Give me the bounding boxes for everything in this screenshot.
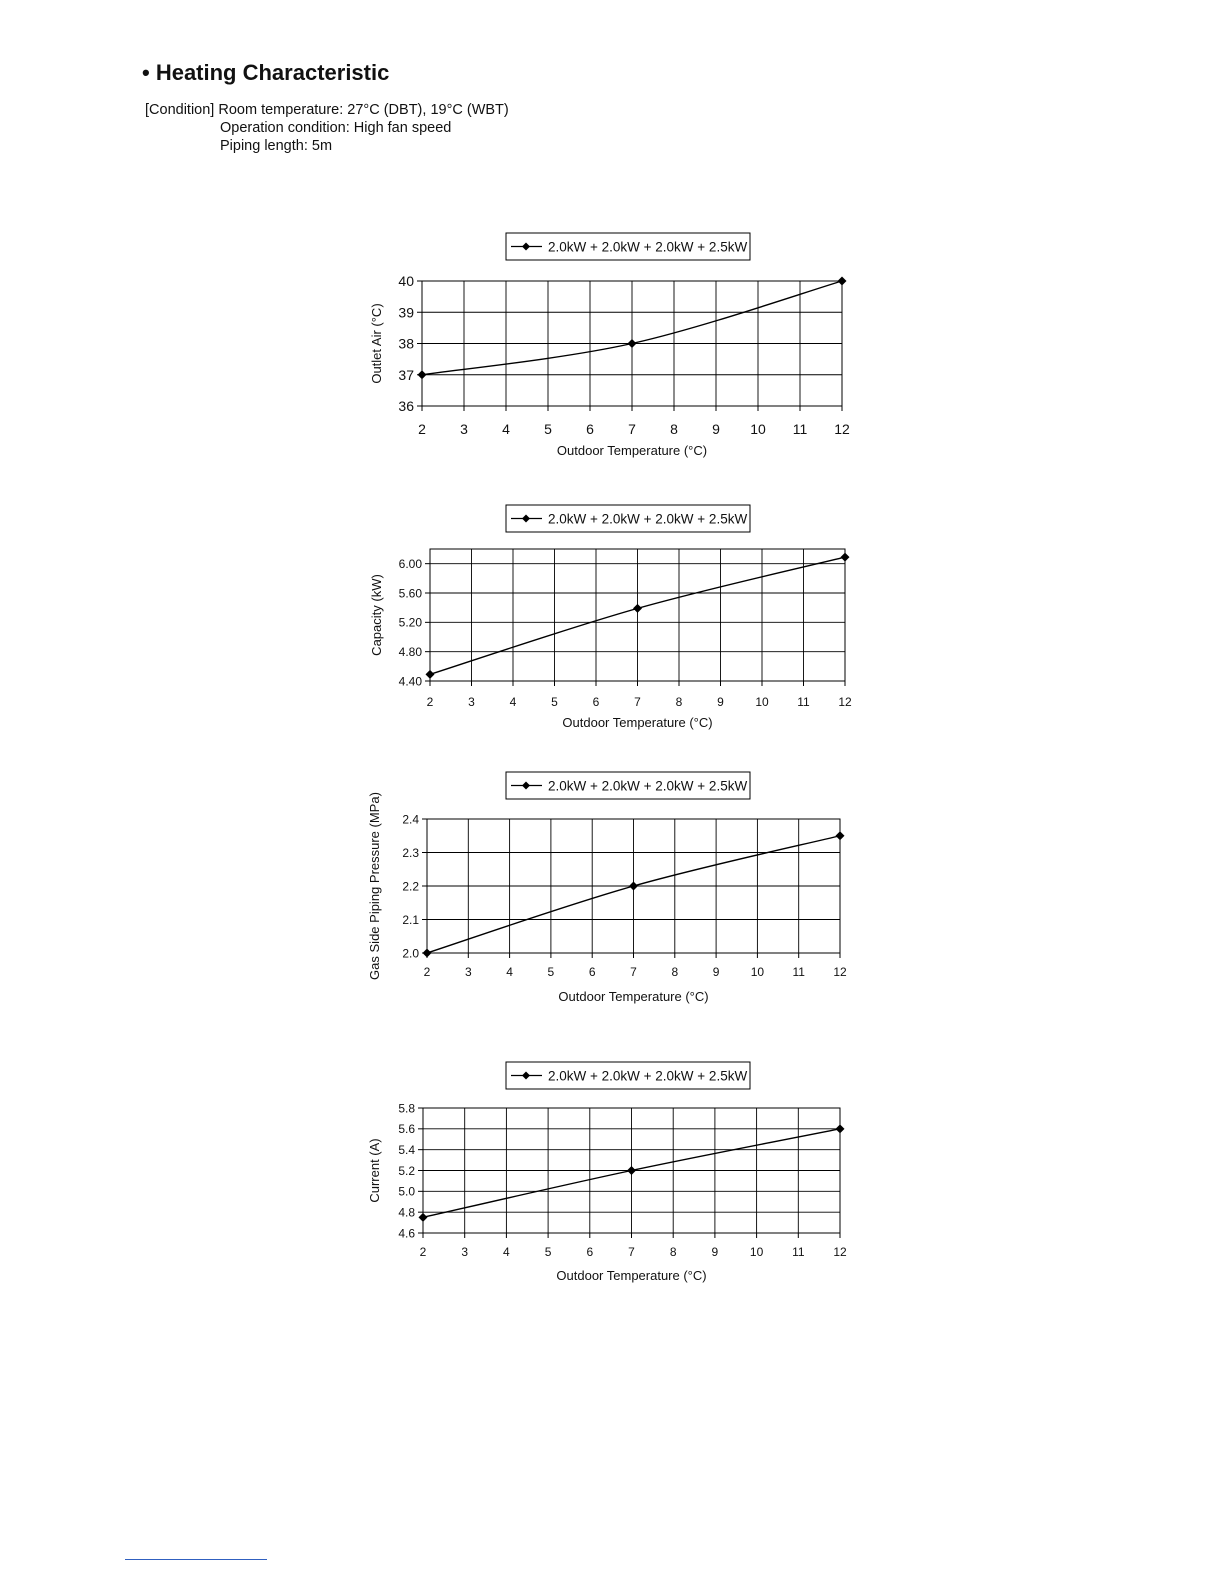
y-tick-label: 4.80 xyxy=(398,644,422,659)
data-point xyxy=(836,831,845,840)
x-tick-label: 2 xyxy=(418,421,426,437)
y-tick-label: 5.60 xyxy=(398,586,422,601)
x-tick-label: 9 xyxy=(712,965,720,979)
condition-operation: Operation condition: High fan speed xyxy=(220,120,452,136)
x-tick-label: 7 xyxy=(630,965,637,979)
condition-room-temperature: Room temperature: 27°C (DBT), 19°C (WBT) xyxy=(218,102,509,118)
y-axis-label: Capacity (kW) xyxy=(369,574,384,656)
data-point xyxy=(426,670,435,679)
data-point xyxy=(419,1213,428,1222)
x-tick-label: 7 xyxy=(628,1245,635,1259)
x-tick-label: 6 xyxy=(588,965,596,979)
x-tick-label: 6 xyxy=(592,695,600,709)
x-axis-label: Outdoor Temperature (°C) xyxy=(556,1268,707,1283)
x-tick-label: 3 xyxy=(461,1245,469,1259)
data-point xyxy=(629,882,638,891)
legend-label: 2.0kW + 2.0kW + 2.0kW + 2.5kW xyxy=(548,511,748,527)
legend-label: 2.0kW + 2.0kW + 2.0kW + 2.5kW xyxy=(548,239,748,255)
x-tick-label: 2 xyxy=(423,965,431,979)
x-tick-label: 12 xyxy=(838,695,852,709)
x-tick-label: 6 xyxy=(586,1245,594,1259)
x-tick-label: 5 xyxy=(551,695,558,709)
y-tick-label: 36 xyxy=(398,398,414,415)
data-point xyxy=(838,277,847,286)
x-tick-label: 8 xyxy=(675,695,683,709)
y-axis-label: Gas Side Piping Pressure (MPa) xyxy=(367,792,382,980)
y-tick-label: 4.8 xyxy=(398,1205,415,1220)
condition-room-temperature-row xyxy=(145,101,509,119)
legend xyxy=(506,505,750,532)
x-tick-label: 10 xyxy=(749,1245,764,1259)
current-chart xyxy=(0,1054,1224,1314)
data-point xyxy=(836,1124,845,1133)
y-tick-label: 38 xyxy=(398,335,414,352)
x-tick-label: 9 xyxy=(712,421,720,437)
x-tick-label: 6 xyxy=(586,421,594,437)
y-axis-label: Outlet Air (°C) xyxy=(369,303,384,384)
x-tick-label: 5 xyxy=(544,1245,552,1259)
x-tick-label: 8 xyxy=(671,965,679,979)
x-tick-label: 12 xyxy=(833,1245,847,1259)
x-tick-label: 12 xyxy=(833,965,847,979)
y-tick-label: 2.4 xyxy=(402,812,419,827)
x-tick-label: 10 xyxy=(750,965,765,979)
x-tick-label: 11 xyxy=(797,695,810,709)
x-axis-label: Outdoor Temperature (°C) xyxy=(562,715,713,730)
x-tick-label: 11 xyxy=(792,965,805,979)
y-tick-label: 5.8 xyxy=(398,1101,415,1116)
legend xyxy=(506,772,750,799)
legend-label: 2.0kW + 2.0kW + 2.0kW + 2.5kW xyxy=(548,1068,748,1084)
legend-label: 2.0kW + 2.0kW + 2.0kW + 2.5kW xyxy=(548,778,748,794)
x-tick-label: 12 xyxy=(834,421,850,437)
y-tick-label: 2.0 xyxy=(402,946,419,961)
x-axis-label: Outdoor Temperature (°C) xyxy=(556,443,708,458)
x-tick-label: 9 xyxy=(711,1245,719,1259)
capacity-chart xyxy=(0,497,1224,757)
y-tick-label: 39 xyxy=(398,304,414,321)
x-tick-label: 7 xyxy=(628,421,636,437)
y-tick-label: 4.40 xyxy=(398,674,422,689)
x-tick-label: 8 xyxy=(669,1245,677,1259)
y-tick-label: 37 xyxy=(398,366,414,383)
data-point xyxy=(627,1166,636,1175)
x-tick-label: 7 xyxy=(634,695,641,709)
data-point xyxy=(633,604,642,613)
x-tick-label: 3 xyxy=(464,965,472,979)
y-tick-label: 2.3 xyxy=(402,845,419,860)
x-tick-label: 10 xyxy=(755,695,769,709)
legend xyxy=(506,233,750,260)
y-axis-label: Current (A) xyxy=(367,1138,382,1203)
y-tick-label: 6.00 xyxy=(398,556,422,571)
y-tick-label: 5.6 xyxy=(398,1122,415,1137)
x-tick-label: 4 xyxy=(509,695,517,709)
x-axis-label: Outdoor Temperature (°C) xyxy=(558,989,709,1004)
data-point xyxy=(628,339,637,348)
data-point xyxy=(418,370,427,379)
y-tick-label: 40 xyxy=(398,273,414,290)
y-tick-label: 5.20 xyxy=(398,615,422,630)
y-tick-label: 2.2 xyxy=(402,879,419,894)
condition-piping-length: Piping length: 5m xyxy=(220,138,333,154)
x-tick-label: 4 xyxy=(502,421,510,437)
y-tick-label: 5.2 xyxy=(398,1163,415,1178)
data-point xyxy=(423,949,432,958)
x-tick-label: 11 xyxy=(792,421,808,437)
x-tick-label: 4 xyxy=(506,965,513,979)
y-tick-label: 2.1 xyxy=(402,912,419,927)
x-tick-label: 2 xyxy=(426,695,434,709)
x-tick-label: 10 xyxy=(750,421,766,437)
x-tick-label: 3 xyxy=(460,421,468,437)
x-tick-label: 5 xyxy=(544,421,552,437)
gas-pressure-chart xyxy=(0,764,1224,1024)
y-tick-label: 5.4 xyxy=(398,1142,415,1157)
x-tick-label: 2 xyxy=(419,1245,427,1259)
outlet-air-chart xyxy=(0,225,1224,485)
x-tick-label: 3 xyxy=(468,695,475,709)
legend xyxy=(506,1062,750,1089)
x-tick-label: 5 xyxy=(547,965,555,979)
footer-rule xyxy=(125,1559,267,1560)
conditions-block xyxy=(145,101,509,155)
data-point xyxy=(841,553,850,562)
x-tick-label: 9 xyxy=(717,695,724,709)
page-heading: • Heating Characteristic xyxy=(142,60,390,85)
condition-label: [Condition] xyxy=(145,102,215,118)
y-tick-label: 4.6 xyxy=(398,1226,415,1241)
x-tick-label: 11 xyxy=(792,1245,805,1259)
x-tick-label: 8 xyxy=(670,421,678,437)
y-tick-label: 5.0 xyxy=(398,1184,415,1199)
x-tick-label: 4 xyxy=(503,1245,510,1259)
